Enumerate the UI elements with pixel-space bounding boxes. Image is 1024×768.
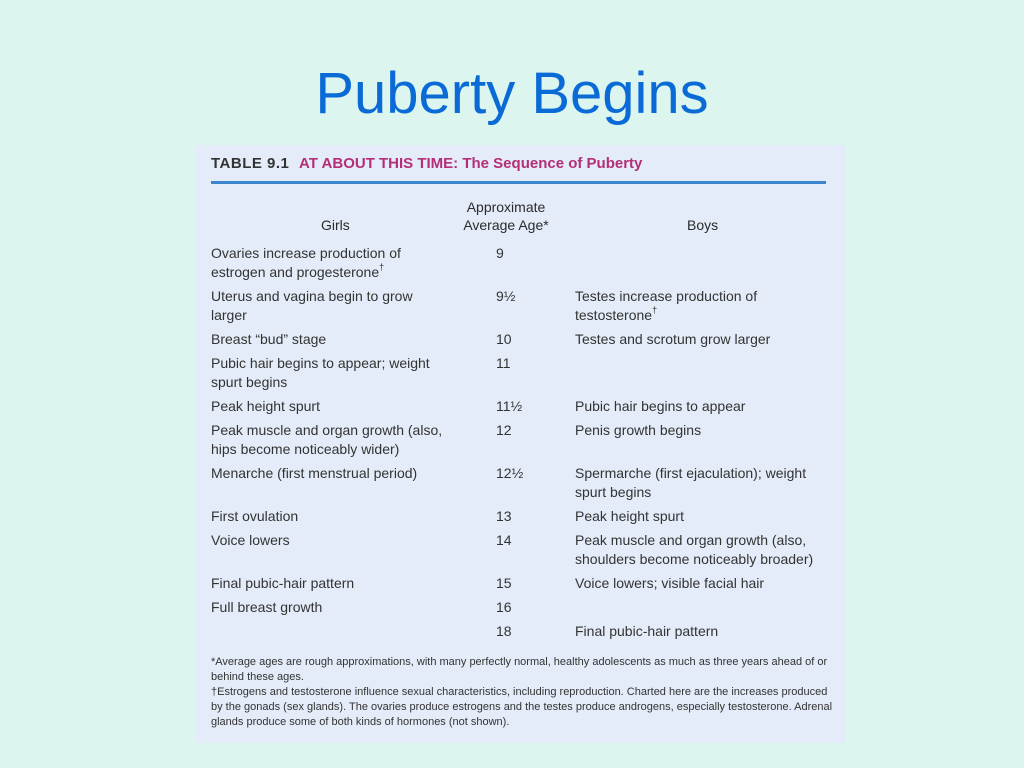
- column-header-boys: Boys: [687, 217, 719, 233]
- cell-girls-text: Voice lowers: [211, 532, 290, 548]
- table-row: [211, 574, 841, 593]
- cell-boys: [575, 622, 841, 641]
- cell-girls: [211, 574, 496, 593]
- table-row: [211, 507, 841, 526]
- footnote-dagger-mark: †: [379, 262, 385, 273]
- cell-girls: [211, 330, 496, 349]
- cell-boys: [575, 397, 841, 416]
- cell-age: [496, 507, 575, 526]
- table-heading: [211, 155, 642, 172]
- cell-age-text: 18: [496, 623, 512, 639]
- cell-girls: [211, 421, 496, 459]
- cell-age-text: 11: [496, 355, 511, 371]
- cell-age-text: 16: [496, 599, 512, 615]
- cell-age: [496, 287, 575, 325]
- footnote-average-ages: *Average ages are rough approximations, with many perfectly normal, healthy adolescents as much as three years ahead of or behind these ages.: [211, 656, 828, 683]
- cell-age-text: 9: [496, 245, 504, 261]
- cell-age-text: 13: [496, 508, 512, 524]
- cell-girls-text: Peak muscle and organ growth (also, hips become noticeably wider): [211, 422, 443, 457]
- cell-boys-text: Testes and scrotum grow larger: [575, 331, 771, 347]
- table-row: [211, 622, 841, 641]
- cell-age: [496, 421, 575, 459]
- cell-boys: [575, 287, 841, 325]
- cell-girls: [211, 622, 496, 641]
- cell-age: [496, 464, 575, 502]
- cell-girls-text: Uterus and vagina begin to grow larger: [211, 288, 413, 323]
- table-footnotes: [211, 655, 841, 730]
- cell-boys-text: Pubic hair begins to appear: [575, 398, 746, 414]
- table-row: [211, 354, 841, 392]
- cell-boys-text: Testes increase production of testosterone: [575, 288, 758, 323]
- cell-girls-text: Pubic hair begins to appear; weight spurt begins: [211, 355, 430, 390]
- cell-age: [496, 622, 575, 641]
- cell-girls: [211, 397, 496, 416]
- heading-rule: [211, 181, 826, 184]
- cell-age-text: 11½: [496, 398, 523, 414]
- footnote-hormones: †Estrogens and testosterone influence sexual characteristics, including reproduction. Charted here are the increases produced by the gonads (sex glands). The ovaries produce estrogens and the testes produce androgens, especially testosterone. Adrenal glands produce some of both kinds of hormones (not shown).: [211, 686, 833, 728]
- column-header-age: [451, 198, 561, 234]
- cell-age: [496, 598, 575, 617]
- cell-girls: [211, 598, 496, 617]
- cell-age-text: 14: [496, 532, 512, 548]
- column-header-age-line2: Average Age*: [463, 217, 549, 233]
- cell-boys: [575, 330, 841, 349]
- footnote-dagger-mark: †: [652, 305, 658, 316]
- cell-girls-text: Menarche (first menstrual period): [211, 465, 418, 481]
- cell-age: [496, 330, 575, 349]
- cell-girls: [211, 244, 496, 282]
- table-caption: AT ABOUT THIS TIME: The Sequence of Puberty: [299, 155, 643, 172]
- cell-age: [496, 574, 575, 593]
- cell-boys: [575, 421, 841, 459]
- cell-boys: [575, 354, 841, 392]
- cell-boys: [575, 464, 841, 502]
- cell-boys: [575, 574, 841, 593]
- cell-boys: [575, 244, 841, 282]
- cell-girls: [211, 507, 496, 526]
- cell-girls-text: Full breast growth: [211, 599, 323, 615]
- table-row: [211, 397, 841, 416]
- table-row: [211, 287, 841, 325]
- slide-title: Puberty Begins: [315, 61, 709, 126]
- cell-age: [496, 531, 575, 569]
- cell-boys: [575, 507, 841, 526]
- cell-boys-text: Penis growth begins: [575, 422, 702, 438]
- cell-boys: [575, 531, 841, 569]
- cell-age-text: 15: [496, 575, 512, 591]
- cell-age: [496, 244, 575, 282]
- cell-girls-text: Final pubic-hair pattern: [211, 575, 355, 591]
- column-header-girls: Girls: [321, 217, 350, 233]
- cell-girls: [211, 464, 496, 502]
- cell-girls-text: Breast “bud” stage: [211, 331, 327, 347]
- cell-age-text: 12½: [496, 465, 524, 481]
- cell-girls-text: First ovulation: [211, 508, 299, 524]
- cell-boys-text: Spermarche (first ejaculation); weight spurt begins: [575, 465, 807, 500]
- cell-age-text: 9½: [496, 288, 516, 304]
- cell-girls: [211, 287, 496, 325]
- table-body: [211, 244, 841, 646]
- table-row: [211, 598, 841, 617]
- table-row: [211, 531, 841, 569]
- column-header-age-line1: Approximate: [466, 199, 546, 215]
- table-row: [211, 421, 841, 459]
- cell-boys-text: Voice lowers; visible facial hair: [575, 575, 765, 591]
- cell-girls: [211, 354, 496, 392]
- cell-boys-text: Peak muscle and organ growth (also, shoulders become noticeably broader): [575, 532, 814, 567]
- cell-boys-text: Peak height spurt: [575, 508, 684, 524]
- table-label: TABLE 9.1: [211, 155, 290, 172]
- cell-age-text: 12: [496, 422, 512, 438]
- table-row: [211, 464, 841, 502]
- cell-girls-text: Ovaries increase production of estrogen and progesterone: [211, 245, 401, 280]
- cell-boys: [575, 598, 841, 617]
- cell-girls-text: Peak height spurt: [211, 398, 320, 414]
- cell-girls: [211, 531, 496, 569]
- table-row: [211, 330, 841, 349]
- cell-age: [496, 354, 575, 392]
- cell-age: [496, 397, 575, 416]
- puberty-table: [196, 145, 846, 743]
- table-row: [211, 244, 841, 282]
- cell-boys-text: Final pubic-hair pattern: [575, 623, 719, 639]
- cell-age-text: 10: [496, 331, 512, 347]
